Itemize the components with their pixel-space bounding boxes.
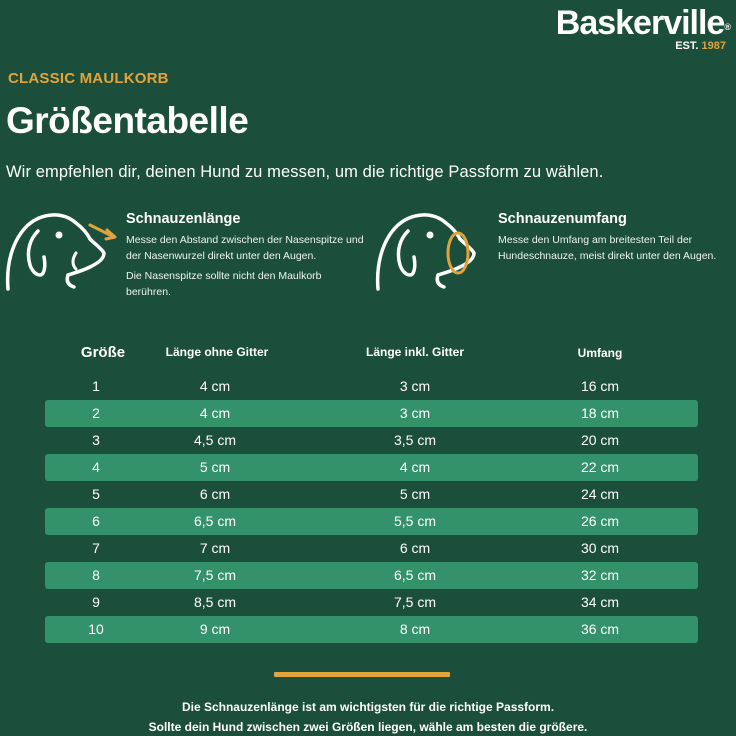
cell-length-with-grid: 4 cm	[399, 459, 431, 475]
table-row	[45, 427, 698, 454]
cell-length-with-grid: 3 cm	[399, 378, 431, 394]
cell-length-with-grid: 6,5 cm	[393, 567, 436, 583]
cell-size: 3	[92, 432, 100, 448]
cell-length-with-grid: 7,5 cm	[393, 594, 436, 610]
cell-size: 1	[92, 378, 100, 394]
cell-size: 4	[92, 459, 100, 475]
cell-length-without-grid: 9 cm	[199, 621, 231, 637]
cell-size: 5	[92, 486, 100, 502]
accent-divider	[274, 672, 450, 677]
cell-length-without-grid: 7 cm	[199, 540, 231, 556]
column-header-length-with-grid: Länge inkl. Gitter	[365, 345, 464, 359]
size-table-header	[0, 344, 736, 366]
measure-paragraph: Messe den Abstand zwischen der Nasenspitze und der Nasenwurzel direkt unter den Augen.	[126, 234, 364, 262]
cell-circumference: 26 cm	[580, 513, 620, 529]
size-table-body	[45, 373, 698, 643]
measure-muzzle-circumference	[372, 205, 736, 330]
cell-size: 8	[92, 567, 100, 583]
dog-muzzle-length-icon	[4, 205, 122, 295]
brand-name: Baskerville®	[555, 4, 730, 42]
measure-muzzle-length	[4, 205, 364, 330]
measure-title: Schnauzenumfang	[498, 211, 627, 227]
column-header-size: Größe	[80, 344, 126, 361]
cell-size: 2	[92, 405, 100, 421]
intro-text: Wir empfehlen dir, deinen Hund zu messen, um die richtige Passform zu wählen.	[6, 163, 604, 181]
measure-title: Schnauzenlänge	[126, 211, 241, 227]
cell-length-with-grid: 5 cm	[399, 486, 431, 502]
cell-length-with-grid: 5,5 cm	[393, 513, 436, 529]
column-header-length-without-grid: Länge ohne Gitter	[165, 345, 269, 359]
page-title: Größentabelle	[6, 100, 249, 141]
table-row	[45, 454, 698, 481]
cell-circumference: 24 cm	[580, 486, 620, 502]
cell-circumference: 34 cm	[580, 594, 620, 610]
cell-length-with-grid: 8 cm	[399, 621, 431, 637]
cell-size: 6	[92, 513, 100, 529]
footer-note	[0, 697, 736, 736]
cell-length-without-grid: 4,5 cm	[193, 432, 236, 448]
footer-note-line: Sollte dein Hund zwischen zwei Größen liegen, wähle am besten die größere.	[148, 720, 588, 734]
brand-logo	[556, 4, 730, 52]
cell-circumference: 16 cm	[580, 378, 620, 394]
brand-established: EST. 1987	[675, 40, 726, 52]
table-row	[45, 589, 698, 616]
cell-length-without-grid: 8,5 cm	[193, 594, 236, 610]
cell-size: 10	[88, 621, 104, 637]
cell-circumference: 30 cm	[580, 540, 620, 556]
cell-length-with-grid: 3,5 cm	[393, 432, 436, 448]
table-row	[45, 373, 698, 400]
cell-length-without-grid: 6,5 cm	[193, 513, 236, 529]
cell-length-without-grid: 6 cm	[199, 486, 231, 502]
table-row	[45, 535, 698, 562]
measure-paragraph: Die Nasenspitze sollte nicht den Maulkorb berühren.	[126, 270, 322, 298]
cell-circumference: 20 cm	[580, 432, 620, 448]
cell-circumference: 22 cm	[580, 459, 620, 475]
dog-muzzle-circumference-icon	[372, 205, 492, 295]
cell-length-without-grid: 4 cm	[199, 378, 231, 394]
cell-circumference: 32 cm	[580, 567, 620, 583]
cell-length-without-grid: 4 cm	[199, 405, 231, 421]
measure-paragraph: Messe den Umfang am breitesten Teil der Hundeschnauze, meist direkt unter den Augen.	[498, 234, 717, 262]
measure-description	[498, 233, 730, 264]
cell-length-without-grid: 7,5 cm	[193, 567, 236, 583]
table-row	[45, 562, 698, 589]
column-header-circumference: Umfang	[577, 346, 623, 360]
cell-length-with-grid: 6 cm	[399, 540, 431, 556]
table-row	[45, 616, 698, 643]
cell-circumference: 18 cm	[580, 405, 620, 421]
cell-size: 7	[92, 540, 100, 556]
cell-circumference: 36 cm	[580, 621, 620, 637]
measure-description	[126, 233, 366, 300]
table-row	[45, 508, 698, 535]
footer-note-line: Die Schnauzenlänge ist am wichtigsten für die richtige Passform.	[181, 700, 555, 714]
cell-length-with-grid: 3 cm	[399, 405, 431, 421]
product-eyebrow: CLASSIC MAULKORB	[8, 70, 169, 87]
cell-size: 9	[92, 594, 100, 610]
cell-length-without-grid: 5 cm	[199, 459, 231, 475]
table-row	[45, 400, 698, 427]
table-row	[45, 481, 698, 508]
